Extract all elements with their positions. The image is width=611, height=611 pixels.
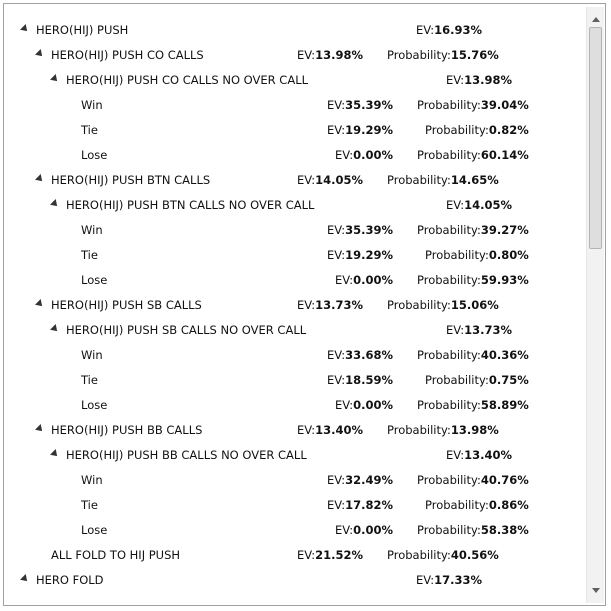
- probability-value: [387, 173, 499, 187]
- row-label: Tie: [81, 498, 98, 512]
- ev-number: 14.05%: [464, 198, 512, 212]
- ev-number: 13.98%: [315, 48, 363, 62]
- row-label: HERO(HIJ) PUSH: [36, 23, 129, 37]
- vertical-scrollbar[interactable]: [586, 7, 604, 603]
- row-label: Tie: [81, 373, 98, 387]
- probability-value: [387, 298, 499, 312]
- ev-value: [446, 198, 512, 212]
- ev-value: [335, 148, 393, 162]
- ev-caption: EV:: [446, 448, 465, 462]
- probability-caption: Probability:: [425, 498, 489, 512]
- ev-number: 0.00%: [353, 148, 393, 162]
- ev-number: 13.73%: [464, 323, 512, 337]
- probability-number: 0.82%: [488, 123, 529, 137]
- probability-number: 58.89%: [480, 398, 529, 412]
- tree-row[interactable]: [0, 368, 585, 393]
- expander-icon[interactable]: [35, 424, 45, 434]
- ev-value: [327, 123, 393, 137]
- ev-caption: EV:: [335, 523, 354, 537]
- probability-value: [425, 498, 529, 512]
- expander-icon[interactable]: [50, 74, 60, 84]
- tree-row[interactable]: [0, 168, 585, 193]
- probability-number: 15.76%: [450, 48, 499, 62]
- expander-icon[interactable]: [35, 299, 45, 309]
- row-label: HERO(HIJ) PUSH CO CALLS: [51, 48, 204, 62]
- row-label: Tie: [81, 248, 98, 262]
- probability-number: 40.56%: [450, 548, 499, 562]
- expander-icon[interactable]: [50, 449, 60, 459]
- expander-icon[interactable]: [50, 199, 60, 209]
- row-label: HERO(HIJ) PUSH BB CALLS: [51, 423, 203, 437]
- probability-caption: Probability:: [387, 48, 451, 62]
- ev-value: [446, 323, 512, 337]
- ev-caption: EV:: [327, 498, 346, 512]
- expander-icon[interactable]: [50, 324, 60, 334]
- ev-number: 35.39%: [345, 98, 393, 112]
- ev-value: [327, 98, 393, 112]
- probability-caption: Probability:: [417, 273, 481, 287]
- ev-number: 13.40%: [315, 423, 363, 437]
- ev-value: [416, 573, 482, 587]
- probability-caption: Probability:: [425, 123, 489, 137]
- ev-value: [297, 48, 363, 62]
- probability-number: 59.93%: [480, 273, 529, 287]
- probability-number: 58.38%: [480, 523, 529, 537]
- probability-number: 13.98%: [450, 423, 499, 437]
- ev-value: [446, 73, 512, 87]
- ev-number: 13.73%: [315, 298, 363, 312]
- probability-value: [417, 223, 529, 237]
- row-label: Lose: [81, 273, 108, 287]
- probability-caption: Probability:: [417, 148, 481, 162]
- expander-icon[interactable]: [20, 24, 30, 34]
- probability-caption: Probability:: [417, 223, 481, 237]
- row-label: Win: [81, 348, 103, 362]
- ev-value: [297, 548, 363, 562]
- tree-row[interactable]: [0, 68, 585, 93]
- probability-caption: Probability:: [417, 348, 481, 362]
- probability-number: 60.14%: [480, 148, 529, 162]
- probability-value: [387, 548, 499, 562]
- ev-number: 21.52%: [315, 548, 363, 562]
- probability-caption: Probability:: [425, 248, 489, 262]
- ev-caption: EV:: [297, 423, 316, 437]
- ev-number: 13.98%: [464, 73, 512, 87]
- ev-number: 17.33%: [434, 573, 482, 587]
- ev-caption: EV:: [335, 148, 354, 162]
- ev-caption: EV:: [327, 98, 346, 112]
- probability-number: 0.75%: [488, 373, 529, 387]
- probability-number: 0.80%: [488, 248, 529, 262]
- probability-value: [417, 98, 529, 112]
- tree-row[interactable]: [0, 93, 585, 118]
- ev-value: [416, 23, 482, 37]
- tree-row[interactable]: [0, 468, 585, 493]
- probability-value: [417, 398, 529, 412]
- ev-caption: EV:: [327, 473, 346, 487]
- row-label: Win: [81, 223, 103, 237]
- probability-caption: Probability:: [387, 173, 451, 187]
- probability-number: 40.36%: [480, 348, 529, 362]
- probability-value: [417, 523, 529, 537]
- expander-icon[interactable]: [20, 574, 30, 584]
- tree-row[interactable]: [0, 218, 585, 243]
- ev-caption: EV:: [416, 23, 435, 37]
- row-label: Lose: [81, 398, 108, 412]
- probability-number: 15.06%: [450, 298, 499, 312]
- row-label: HERO(HIJ) PUSH BTN CALLS: [51, 173, 211, 187]
- row-label: HERO(HIJ) PUSH SB CALLS NO OVER CALL: [66, 323, 307, 337]
- ev-number: 0.00%: [353, 398, 393, 412]
- row-label: HERO(HIJ) PUSH SB CALLS: [51, 298, 202, 312]
- tree-row[interactable]: [0, 393, 585, 418]
- ev-value: [335, 273, 393, 287]
- ev-value: [335, 523, 393, 537]
- probability-value: [387, 48, 499, 62]
- scroll-down-icon[interactable]: [592, 588, 600, 593]
- ev-value: [335, 398, 393, 412]
- ev-number: 17.82%: [345, 498, 393, 512]
- probability-caption: Probability:: [387, 423, 451, 437]
- probability-value: [417, 148, 529, 162]
- tree-row[interactable]: [0, 418, 585, 443]
- ev-value: [327, 498, 393, 512]
- ev-caption: EV:: [335, 398, 354, 412]
- tree-row[interactable]: [0, 543, 585, 568]
- probability-number: 14.65%: [450, 173, 499, 187]
- tree-row[interactable]: [0, 143, 585, 168]
- ev-number: 33.68%: [345, 348, 393, 362]
- tree-row[interactable]: [0, 568, 585, 593]
- ev-caption: EV:: [327, 223, 346, 237]
- probability-value: [425, 373, 529, 387]
- ev-caption: EV:: [327, 123, 346, 137]
- ev-value: [327, 348, 393, 362]
- row-label: Win: [81, 98, 103, 112]
- probability-value: [417, 473, 529, 487]
- probability-caption: Probability:: [417, 523, 481, 537]
- probability-caption: Probability:: [387, 548, 451, 562]
- row-label: Lose: [81, 148, 108, 162]
- ev-number: 35.39%: [345, 223, 393, 237]
- row-label: ALL FOLD TO HIJ PUSH: [51, 548, 181, 562]
- scroll-up-icon[interactable]: [592, 17, 600, 22]
- scroll-thumb[interactable]: [589, 27, 602, 249]
- ev-caption: EV:: [297, 48, 316, 62]
- tree-row[interactable]: [0, 193, 585, 218]
- ev-number: 14.05%: [315, 173, 363, 187]
- tree-row[interactable]: [0, 243, 585, 268]
- tree-row[interactable]: [0, 118, 585, 143]
- ev-number: 18.59%: [345, 373, 393, 387]
- tree-row[interactable]: [0, 343, 585, 368]
- tree-row[interactable]: [0, 318, 585, 343]
- probability-number: 0.86%: [488, 498, 529, 512]
- ev-value: [327, 373, 393, 387]
- ev-value: [327, 248, 393, 262]
- probability-caption: Probability:: [417, 398, 481, 412]
- ev-number: 19.29%: [345, 248, 393, 262]
- expander-icon[interactable]: [35, 174, 45, 184]
- ev-value: [297, 298, 363, 312]
- ev-number: 0.00%: [353, 523, 393, 537]
- ev-value: [297, 173, 363, 187]
- ev-caption: EV:: [335, 273, 354, 287]
- tree-row[interactable]: [0, 443, 585, 468]
- ev-number: 0.00%: [353, 273, 393, 287]
- row-label: Lose: [81, 523, 108, 537]
- probability-number: 39.27%: [480, 223, 529, 237]
- row-label: HERO(HIJ) PUSH BTN CALLS NO OVER CALL: [66, 198, 315, 212]
- expander-icon[interactable]: [35, 49, 45, 59]
- ev-caption: EV:: [446, 198, 465, 212]
- row-label: HERO FOLD: [36, 573, 104, 587]
- ev-caption: EV:: [327, 373, 346, 387]
- ev-caption: EV:: [297, 173, 316, 187]
- row-label: Tie: [81, 123, 98, 137]
- tree-row[interactable]: [0, 493, 585, 518]
- ev-number: 32.49%: [345, 473, 393, 487]
- tree-row[interactable]: [0, 518, 585, 543]
- probability-number: 39.04%: [480, 98, 529, 112]
- ev-value: [327, 223, 393, 237]
- ev-number: 13.40%: [464, 448, 512, 462]
- probability-value: [417, 348, 529, 362]
- row-label: HERO(HIJ) PUSH CO CALLS NO OVER CALL: [66, 73, 309, 87]
- probability-caption: Probability:: [425, 373, 489, 387]
- probability-value: [425, 248, 529, 262]
- row-label: Win: [81, 473, 103, 487]
- tree-row[interactable]: [0, 18, 585, 43]
- ev-caption: EV:: [297, 298, 316, 312]
- tree-row[interactable]: [0, 293, 585, 318]
- ev-caption: EV:: [327, 348, 346, 362]
- probability-value: [425, 123, 529, 137]
- probability-value: [387, 423, 499, 437]
- ev-number: 19.29%: [345, 123, 393, 137]
- ev-caption: EV:: [327, 248, 346, 262]
- probability-caption: Probability:: [417, 473, 481, 487]
- probability-number: 40.76%: [480, 473, 529, 487]
- probability-caption: Probability:: [387, 298, 451, 312]
- ev-value: [327, 473, 393, 487]
- tree-row[interactable]: [0, 268, 585, 293]
- ev-caption: EV:: [297, 548, 316, 562]
- ev-caption: EV:: [446, 323, 465, 337]
- ev-caption: EV:: [446, 73, 465, 87]
- probability-caption: Probability:: [417, 98, 481, 112]
- tree-row[interactable]: [0, 43, 585, 68]
- row-label: HERO(HIJ) PUSH BB CALLS NO OVER CALL: [66, 448, 307, 462]
- ev-value: [446, 448, 512, 462]
- ev-value: [297, 423, 363, 437]
- probability-value: [417, 273, 529, 287]
- ev-caption: EV:: [416, 573, 435, 587]
- ev-number: 16.93%: [434, 23, 482, 37]
